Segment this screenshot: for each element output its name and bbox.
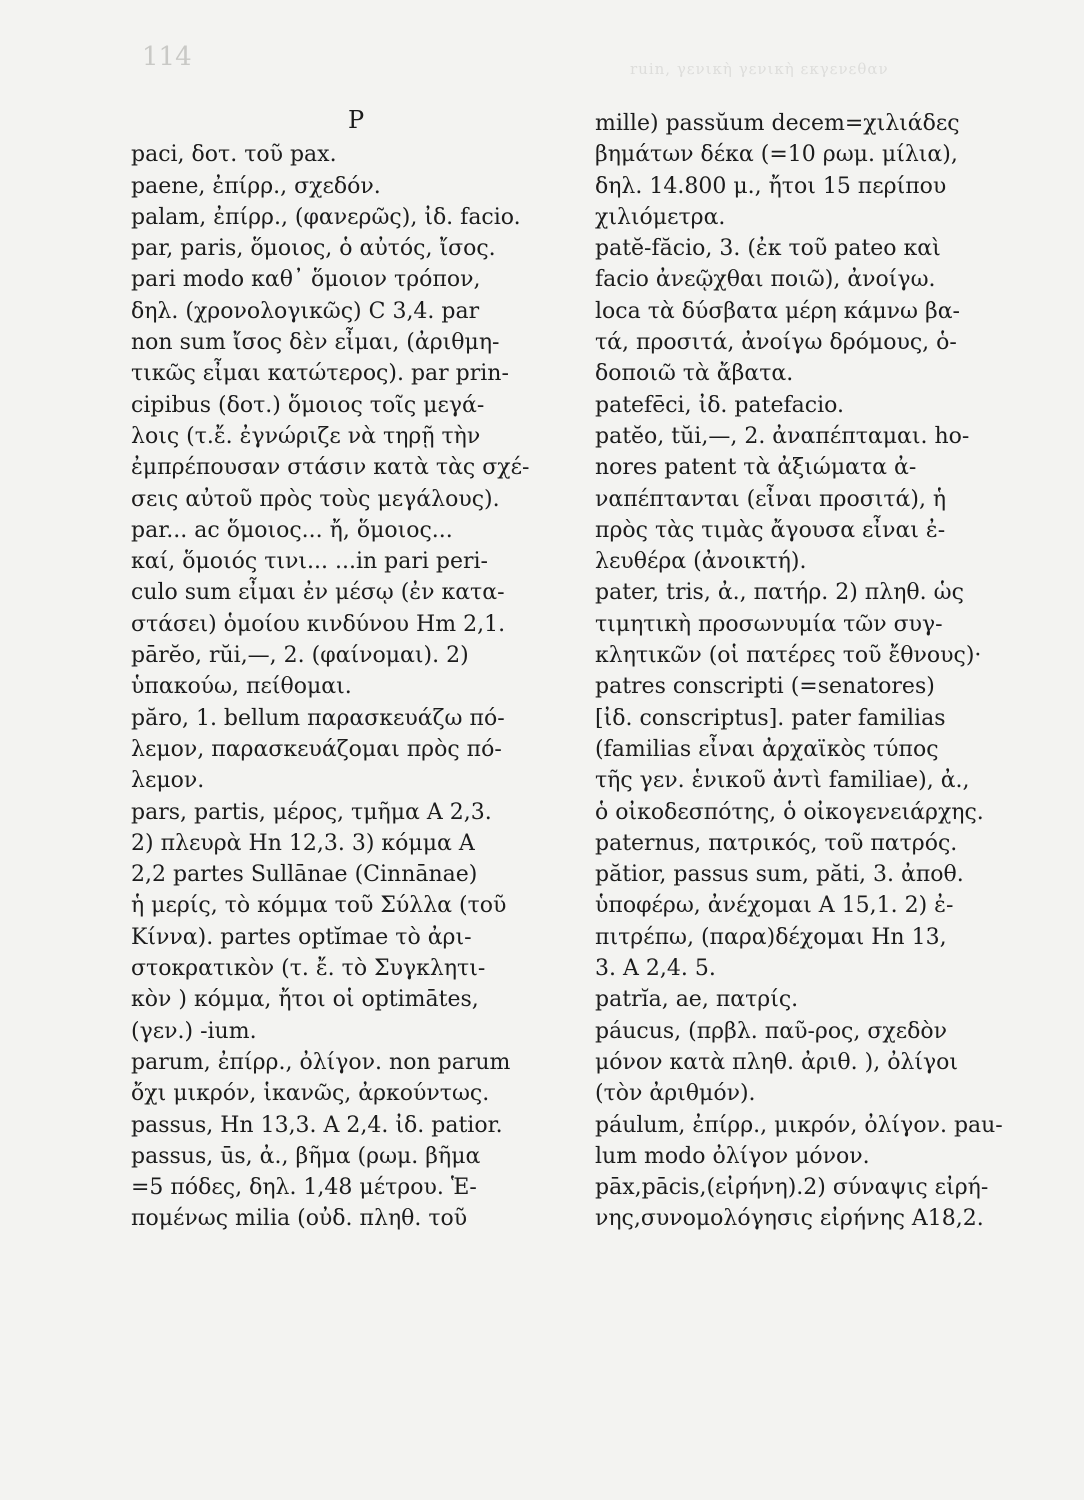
bleed-through-text: ruin, γενικὴ γενικὴ εκγενεθαν xyxy=(630,60,889,78)
dictionary-line: pari modo καθ᾽ ὅμοιον τρόπον, xyxy=(131,267,481,293)
dictionary-line: mille) passŭum decem=χιλιάδες xyxy=(595,111,960,136)
right-column xyxy=(595,108,1040,1235)
dictionary-line: patefēci, ἰδ. patefacio. xyxy=(595,392,844,418)
dictionary-line: =5 πόδες, δηλ. 1,48 μέτρου. Ἑ- xyxy=(131,1175,477,1201)
dictionary-line: μόνον κατὰ πληθ. ἀριθ. ), ὀλίγοι xyxy=(595,1049,959,1075)
dictionary-line: ὑποφέρω, ἀνέχομαι A 15,1. 2) ἐ- xyxy=(595,893,954,919)
dictionary-line: (τὸν ἀριθμόν). xyxy=(595,1081,756,1107)
dictionary-line: σεις αὐτοῦ πρὸς τοὺς μεγάλους). xyxy=(131,486,500,512)
dictionary-line: paci, δοτ. τοῦ pax. xyxy=(131,142,337,168)
dictionary-line: par, paris, ὅμοιος, ὁ αὐτός, ἴσος. xyxy=(131,236,496,262)
dictionary-line: parum, ἐπίρρ., ὀλίγον. non parum xyxy=(131,1049,511,1075)
dictionary-line: ὁ οἰκοδεσπότης, ὁ οἰκογενειάρχης. xyxy=(595,799,984,825)
dictionary-line: δηλ. (χρονολογικῶς) C 3,4. par xyxy=(131,298,480,324)
dictionary-line: passus, Hn 13,3. A 2,4. ἰδ. patior. xyxy=(131,1112,503,1138)
dictionary-line: στοκρατικὸν (τ. ἔ. τὸ Συγκλητι- xyxy=(131,956,486,982)
dictionary-line: pārĕo, rŭi,—, 2. (φαίνομαι). 2) xyxy=(131,643,469,669)
dictionary-line: pătior, passus sum, păti, 3. ἀποθ. xyxy=(595,862,964,888)
dictionary-line: (γεν.) -ium. xyxy=(131,1018,257,1044)
dictionary-line: 2) πλευρὰ Hn 12,3. 3) κόμμα A xyxy=(131,830,475,856)
dictionary-line: Κίννα). partes optĭmae τὸ ἀρι- xyxy=(131,924,472,950)
dictionary-line: páucus, (πρβλ. παῦ-ρος, σχεδὸν xyxy=(595,1018,947,1044)
dictionary-line: βημάτων δέκα (=10 ρωμ. μίλια), xyxy=(595,142,958,168)
dictionary-line: λεμον, παρασκευάζομαι πρὸς πό- xyxy=(131,736,502,762)
dictionary-line: δηλ. 14.800 μ., ἤτοι 15 περίπου xyxy=(595,173,947,199)
dictionary-line: paternus, πατρικός, τοῦ πατρός. xyxy=(595,830,958,856)
left-column xyxy=(131,108,571,1235)
dictionary-line: πρὸς τὰς τιμὰς ἄγουσα εἶναι ἐ- xyxy=(595,517,946,543)
dictionary-line: χιλιόμετρα. xyxy=(595,204,726,230)
dictionary-line: páulum, ἐπίρρ., μικρόν, ὀλίγον. pau- xyxy=(595,1112,1003,1138)
dictionary-line: loca τὰ δύσβατα μέρη κάμνω βα- xyxy=(595,298,960,324)
dictionary-line: par... ac ὅμοιος... ἤ, ὅμοιος... xyxy=(131,517,453,543)
dictionary-line: patĕ-făcio, 3. (ἐκ τοῦ pateo καὶ xyxy=(595,236,941,262)
dictionary-line: non sum ἴσος δὲν εἶμαι, (ἀριθμη- xyxy=(131,330,500,356)
dictionary-line: κλητικῶν (οἱ πατέρες τοῦ ἔθνους)· xyxy=(595,643,982,669)
dictionary-line: λευθέρα (ἀνοικτή). xyxy=(595,549,807,575)
dictionary-line: καί, ὅμοιός τινι... ...in pari peri- xyxy=(131,549,488,575)
dictionary-line: patĕo, tŭi,—, 2. ἀναπέπταμαι. ho- xyxy=(595,423,970,449)
dictionary-line: ὄχι μικρόν, ἱκανῶς, ἀρκούντως. xyxy=(131,1081,490,1107)
dictionary-line: patrĭa, ae, πατρίς. xyxy=(595,987,799,1013)
dictionary-line: 2,2 partes Sullānae (Cinnānae) xyxy=(131,862,478,888)
dictionary-line: τῆς γεν. ἑνικοῦ ἀντὶ familiae), ἀ., xyxy=(595,768,970,794)
dictionary-line: patres conscripti (=senatores) xyxy=(595,674,935,700)
dictionary-line: λοις (τ.ἔ. ἐγνώριζε νὰ τηρῇ τὴν xyxy=(131,423,481,449)
dictionary-line: στάσει) ὁμοίου κινδύνου Hm 2,1. xyxy=(131,611,506,637)
dictionary-line: πομένως milia (οὐδ. πληθ. τοῦ xyxy=(131,1206,468,1232)
dictionary-line: cipibus (δοτ.) ὅμοιος τοῖς μεγά- xyxy=(131,392,485,418)
dictionary-line: νης,συνομολόγησις εἰρήνης A18,2. xyxy=(595,1206,984,1232)
dictionary-line: pater, tris, ἀ., πατήρ. 2) πληθ. ὡς xyxy=(595,580,964,606)
dictionary-line: păro, 1. bellum παρασκευάζω πό- xyxy=(131,705,505,731)
dictionary-line: (familias εἶναι ἀρχαϊκὸς τύπος xyxy=(595,736,939,762)
dictionary-line: facio ἀνεῷχθαι ποιῶ), ἀνοίγω. xyxy=(595,267,936,293)
dictionary-line: δοποιῶ τὰ ἄβατα. xyxy=(595,361,794,387)
dictionary-line: pāx,pācis,(εἰρήνη).2) σύναψις εἰρή- xyxy=(595,1175,989,1201)
dictionary-line: paene, ἐπίρρ., σχεδόν. xyxy=(131,173,381,199)
dictionary-line: ναπέπτανται (εἶναι προσιτά), ἡ xyxy=(595,486,947,512)
dictionary-line: pars, partis, μέρος, τμῆμα A 2,3. xyxy=(131,799,492,825)
dictionary-line: τά, προσιτά, ἀνοίγω δρόμους, ὁ- xyxy=(595,330,957,356)
page-number: 114 xyxy=(142,42,192,72)
dictionary-line: culo sum εἶμαι ἐν μέσῳ (ἐν κατα- xyxy=(131,580,505,606)
dictionary-line: [ἰδ. conscriptus]. pater familias xyxy=(595,705,946,731)
dictionary-line: ἐμπρέπουσαν στάσιν κατὰ τὰς σχέ- xyxy=(131,455,530,481)
section-letter: P xyxy=(348,106,365,134)
dictionary-line: 3. A 2,4. 5. xyxy=(595,956,716,982)
dictionary-line: λεμον. xyxy=(131,768,205,794)
dictionary-line: κὸν ) κόμμα, ἤτοι οἱ optimātes, xyxy=(131,987,479,1013)
dictionary-line xyxy=(131,108,571,139)
dictionary-line: passus, ūs, ἀ., βῆμα (ρωμ. βῆμα xyxy=(131,1143,481,1169)
dictionary-line: ὑπακούω, πείθομαι. xyxy=(131,674,352,700)
dictionary-line: lum modo ὀλίγον μόνον. xyxy=(595,1143,870,1169)
dictionary-line: τικῶς εἶμαι κατώτερος). par prin- xyxy=(131,361,509,387)
dictionary-line: τιμητικὴ προσωνυμία τῶν συγ- xyxy=(595,611,943,637)
dictionary-line: πιτρέπω, (παρα)δέχομαι Hn 13, xyxy=(595,924,947,950)
dictionary-line: palam, ἐπίρρ., (φανερῶς), ἰδ. facio. xyxy=(131,204,521,230)
dictionary-line: nores patent τὰ ἀξιώματα ἀ- xyxy=(595,455,917,481)
dictionary-line: ἡ μερίς, τὸ κόμμα τοῦ Σύλλα (τοῦ xyxy=(131,893,507,919)
